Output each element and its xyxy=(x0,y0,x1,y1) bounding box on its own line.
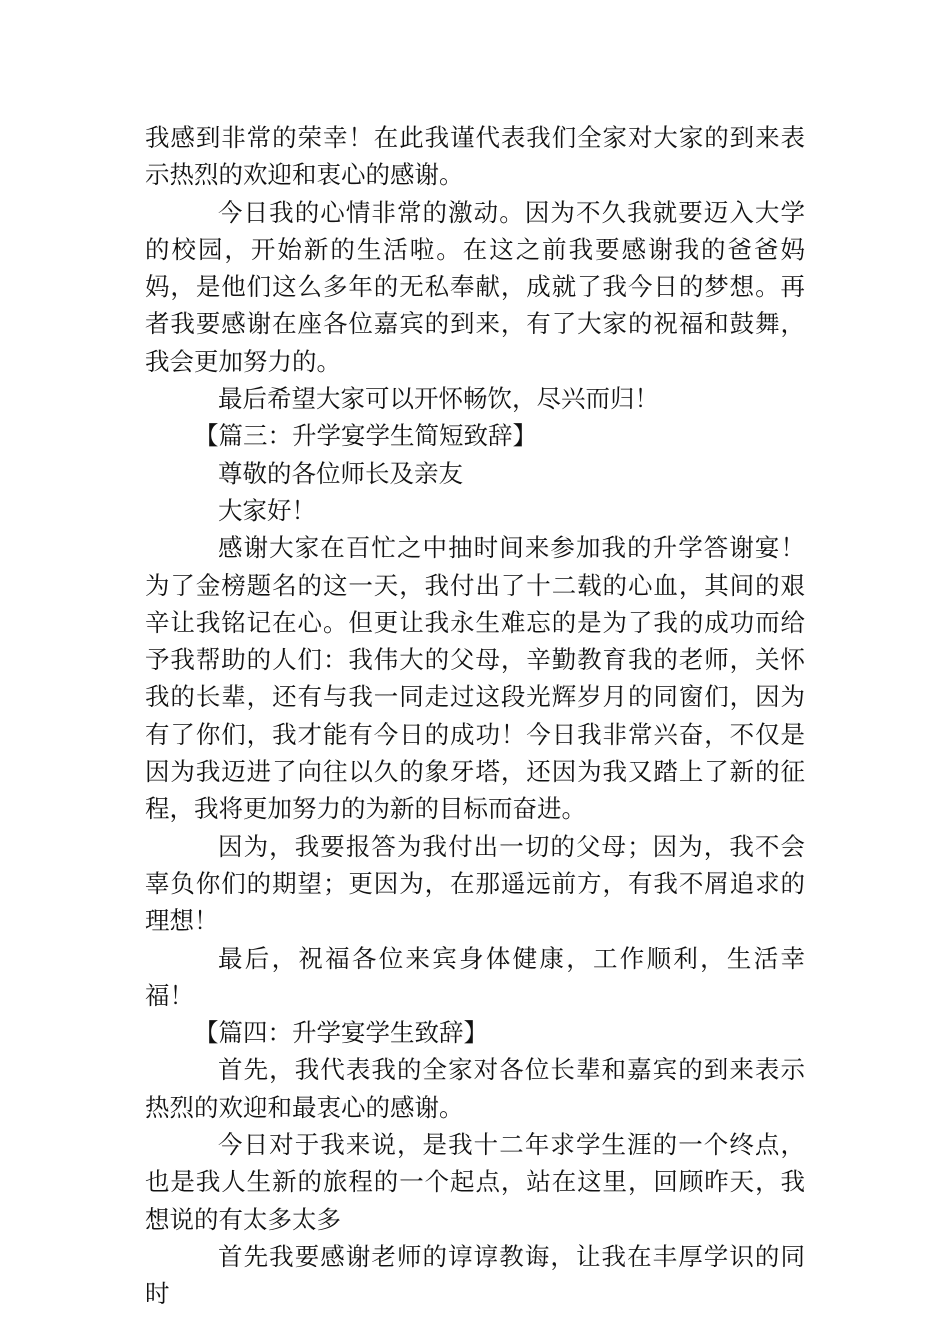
paragraph: 今日我的心情非常的激动。因为不久我就要迈入大学的校园，开始新的生活啦。在这之前我要感谢我的爸爸妈妈，是他们这么多年的无私奉献，成就了我今日的梦想。再者我要感谢在座各位嘉宾的到来，有了大家的祝福和鼓舞，我会更加努力的。 xyxy=(145,197,805,376)
document-body xyxy=(145,119,805,1313)
paragraph: 最后希望大家可以开怀畅饮，尽兴而归！ xyxy=(218,384,659,414)
section-heading: 【篇三：升学宴学生简短致辞】 xyxy=(194,421,537,451)
paragraph: 今日对于我来说，是我十二年求学生涯的一个终点，也是我人生新的旅程的一个起点，站在这里，回顾昨天，我想说的有太多太多 xyxy=(145,1130,805,1234)
paragraph: 感谢大家在百忙之中抽时间来参加我的升学答谢宴！为了金榜题名的这一天，我付出了十二载的心血，其间的艰辛让我铭记在心。但更让我永生难忘的是为了我的成功而给予我帮助的人们：我伟大的父母，辛勤教育我的老师，关怀我的长辈，还有与我一同走过这段光辉岁月的同窗们，因为有了你们，我才能有今日的成功！今日我非常兴奋，不仅是因为我迈进了向往以久的象牙塔，还因为我又踏上了新的征程，我将更加努力的为新的目标而奋进。 xyxy=(145,533,805,824)
section-heading: 【篇四：升学宴学生致辞】 xyxy=(194,1018,488,1048)
paragraph: 因为，我要报答为我付出一切的父母；因为，我不会辜负你们的期望；更因为，在那遥远前方，有我不屑追求的理想！ xyxy=(145,831,805,936)
paragraph: 首先，我代表我的全家对各位长辈和嘉宾的到来表示热烈的欢迎和最衷心的感谢。 xyxy=(145,1055,805,1122)
paragraph-continuation: 我感到非常的荣幸！在此我谨代表我们全家对大家的到来表示热烈的欢迎和衷心的感谢。 xyxy=(145,123,805,190)
paragraph: 最后，祝福各位来宾身体健康，工作顺利，生活幸福！ xyxy=(145,943,805,1010)
greeting: 大家好！ xyxy=(218,495,316,525)
paragraph: 首先我要感谢老师的谆谆教诲，让我在丰厚学识的同时 xyxy=(145,1241,805,1309)
salutation: 尊敬的各位师长及亲友 xyxy=(218,458,463,488)
